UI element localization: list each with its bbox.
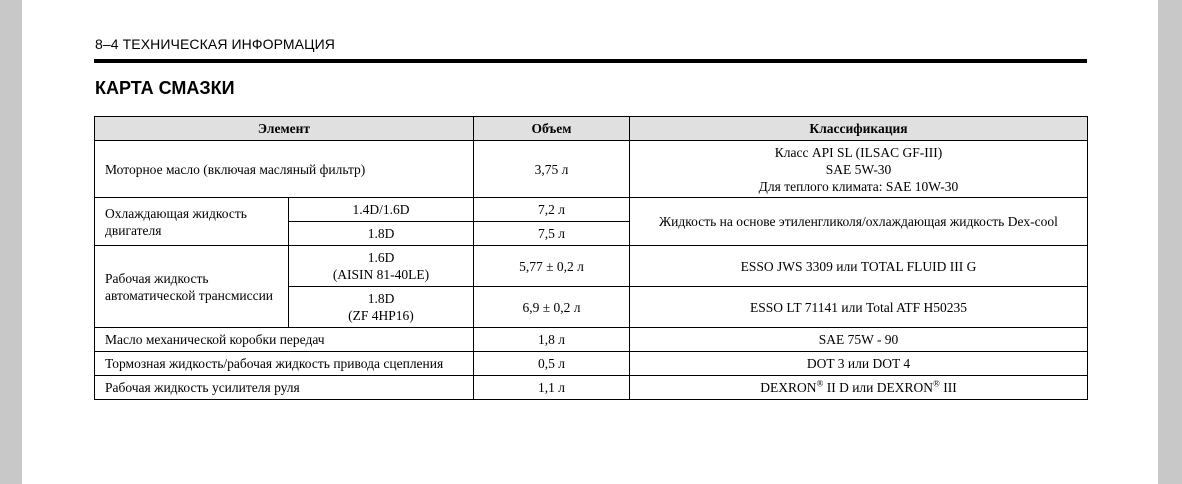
manual-gearbox-volume: 1,8 л	[474, 328, 630, 352]
table-row	[95, 352, 1088, 376]
engine-oil-element: Моторное масло (включая масляный фильтр)	[95, 141, 474, 198]
atf-variant	[289, 246, 474, 287]
classification-text: III	[939, 380, 957, 395]
brake-element: Тормозная жидкость/рабочая жидкость привода сцепления	[95, 352, 474, 376]
atf-volume: 6,9 ± 0,2 л	[474, 287, 630, 328]
brake-classification: DOT 3 или DOT 4	[630, 352, 1088, 376]
engine-oil-volume: 3,75 л	[474, 141, 630, 198]
variant-line: (ZF 4HP16)	[348, 308, 414, 323]
page-title: КАРТА СМАЗКИ	[95, 78, 235, 98]
registered-mark: ®	[816, 378, 824, 389]
classification-line: Класс API SL (ILSAC GF-III)	[774, 144, 943, 160]
atf-volume: 5,77 ± 0,2 л	[474, 246, 630, 287]
power-steering-element: Рабочая жидкость усилителя руля	[95, 376, 474, 400]
coolant-variant: 1.4D/1.6D	[289, 198, 474, 222]
classification-line: SAE 5W-30	[825, 161, 892, 177]
column-header-volume: Объем	[474, 117, 630, 141]
table-row	[95, 246, 1088, 287]
classification-text: DEXRON	[760, 380, 817, 395]
lubrication-table	[94, 116, 1088, 400]
manual-gearbox-element: Масло механической коробки передач	[95, 328, 474, 352]
table-row	[95, 141, 1088, 198]
column-header-classification: Классификация	[630, 117, 1088, 141]
variant-line: 1.6D	[367, 250, 395, 265]
column-header-element: Элемент	[95, 117, 474, 141]
variant-line: (AISIN 81-40LE)	[332, 267, 430, 282]
table-row	[95, 328, 1088, 352]
power-steering-classification	[630, 376, 1088, 400]
atf-element: Рабочая жидкость автоматической трансмиссии	[95, 246, 289, 328]
document-page	[22, 0, 1158, 484]
atf-classification: ESSO LT 71141 или Total ATF H50235	[630, 287, 1088, 328]
brake-volume: 0,5 л	[474, 352, 630, 376]
registered-mark: ®	[933, 378, 940, 389]
coolant-element: Охлаждающая жидкость двигателя	[95, 198, 289, 246]
manual-gearbox-classification: SAE 75W - 90	[630, 328, 1088, 352]
header-rule	[94, 59, 1087, 63]
power-steering-volume: 1,1 л	[474, 376, 630, 400]
table-row	[95, 198, 1088, 222]
coolant-classification: Жидкость на основе этиленгликоля/охлаждающая жидкость Dex-cool	[630, 198, 1088, 246]
coolant-variant: 1.8D	[289, 222, 474, 246]
engine-oil-classification	[630, 141, 1088, 198]
coolant-volume: 7,5 л	[474, 222, 630, 246]
table-header-row	[95, 117, 1088, 141]
coolant-volume: 7,2 л	[474, 198, 630, 222]
table-row	[95, 376, 1088, 400]
atf-variant	[289, 287, 474, 328]
classification-line: Для теплого климата: SAE 10W-30	[758, 178, 959, 194]
variant-line: 1.8D	[367, 291, 395, 306]
atf-classification: ESSO JWS 3309 или TOTAL FLUID III G	[630, 246, 1088, 287]
classification-text: II D или DEXRON	[823, 380, 934, 395]
page-header: 8–4 ТЕХНИЧЕСКАЯ ИНФОРМАЦИЯ	[95, 36, 335, 52]
